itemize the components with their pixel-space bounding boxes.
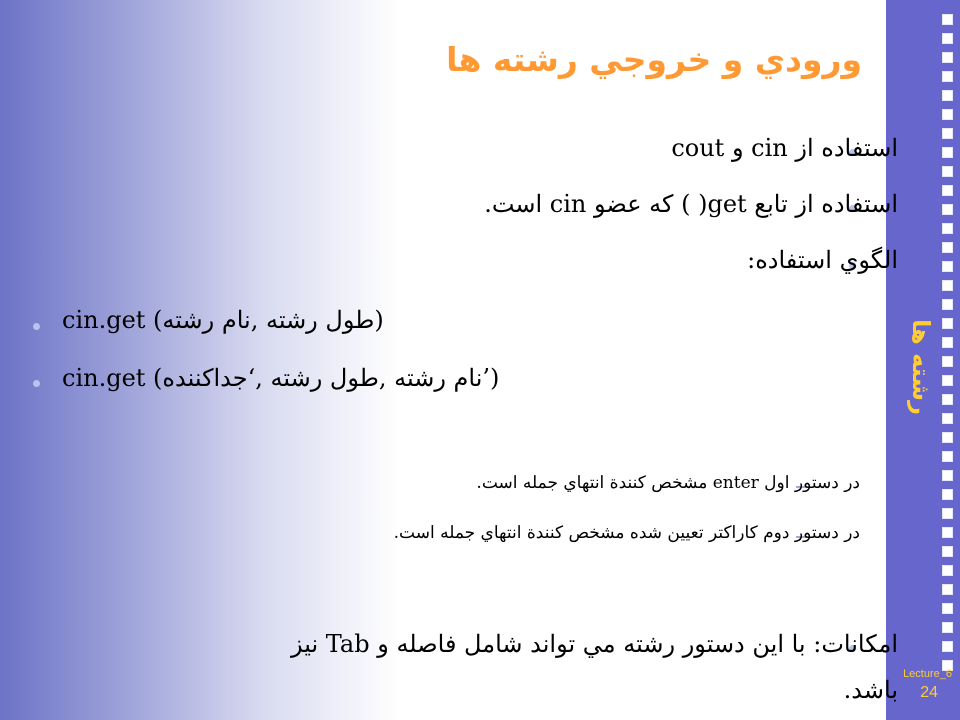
square-icon [942, 356, 953, 367]
square-icon [942, 261, 953, 272]
slide-title: ورودي و خروجي رشته ها [446, 40, 862, 79]
square-icon [942, 470, 953, 481]
square-icon [942, 337, 953, 348]
sub-bullet-text: در دستور دوم کاراکتر تعيين شده مشخص کنندة انتهاي جمله است. [393, 523, 860, 543]
square-icon [942, 432, 953, 443]
square-icon [942, 223, 953, 234]
square-icon [942, 185, 953, 196]
sub-bullet-text: در دستور اول enter مشخص کنندة انتهاي جمله است. [476, 473, 860, 493]
square-icon [942, 546, 953, 557]
square-icon [942, 166, 953, 177]
square-icon [942, 147, 953, 158]
square-icon [942, 128, 953, 139]
square-icon [942, 641, 953, 652]
square-icon [942, 90, 953, 101]
square-icon [942, 52, 953, 63]
bullet-icon [33, 380, 40, 387]
decorative-squares [942, 14, 953, 679]
lecture-label: Lecture_6 [903, 668, 952, 680]
square-icon [942, 109, 953, 120]
square-icon [942, 603, 953, 614]
square-icon [942, 584, 953, 595]
square-icon [942, 413, 953, 424]
square-icon [942, 299, 953, 310]
bullet-text: امکانات: با اين دستور رشته مي تواند شامل فاصله و Tab نيز [290, 630, 898, 658]
page-number: 24 [920, 684, 938, 701]
square-icon [942, 489, 953, 500]
square-icon [942, 508, 953, 519]
square-icon [942, 14, 953, 25]
bullet-icon [33, 323, 40, 330]
bullet-text: استفاده از تابع get( ) که عضو cin است. [484, 190, 898, 218]
square-icon [942, 622, 953, 633]
square-icon [942, 318, 953, 329]
bullet-text: cin.get (طول رشته ,نام رشته) [62, 306, 384, 334]
square-icon [942, 33, 953, 44]
side-title: رشته ها [907, 319, 935, 415]
square-icon [942, 375, 953, 386]
square-icon [942, 565, 953, 576]
bullet-text: باشد. [843, 676, 898, 704]
bullet-text: الگوي استفاده: [747, 246, 898, 274]
square-icon [942, 71, 953, 82]
square-icon [942, 204, 953, 215]
square-icon [942, 280, 953, 291]
square-icon [942, 451, 953, 462]
square-icon [942, 527, 953, 538]
bullet-text: استفاده از cin و cout [671, 134, 898, 162]
square-icon [942, 242, 953, 253]
square-icon [942, 394, 953, 405]
bullet-text: cin.get (نام رشته ,طول رشته ,‘جداکننده’) [62, 364, 500, 392]
